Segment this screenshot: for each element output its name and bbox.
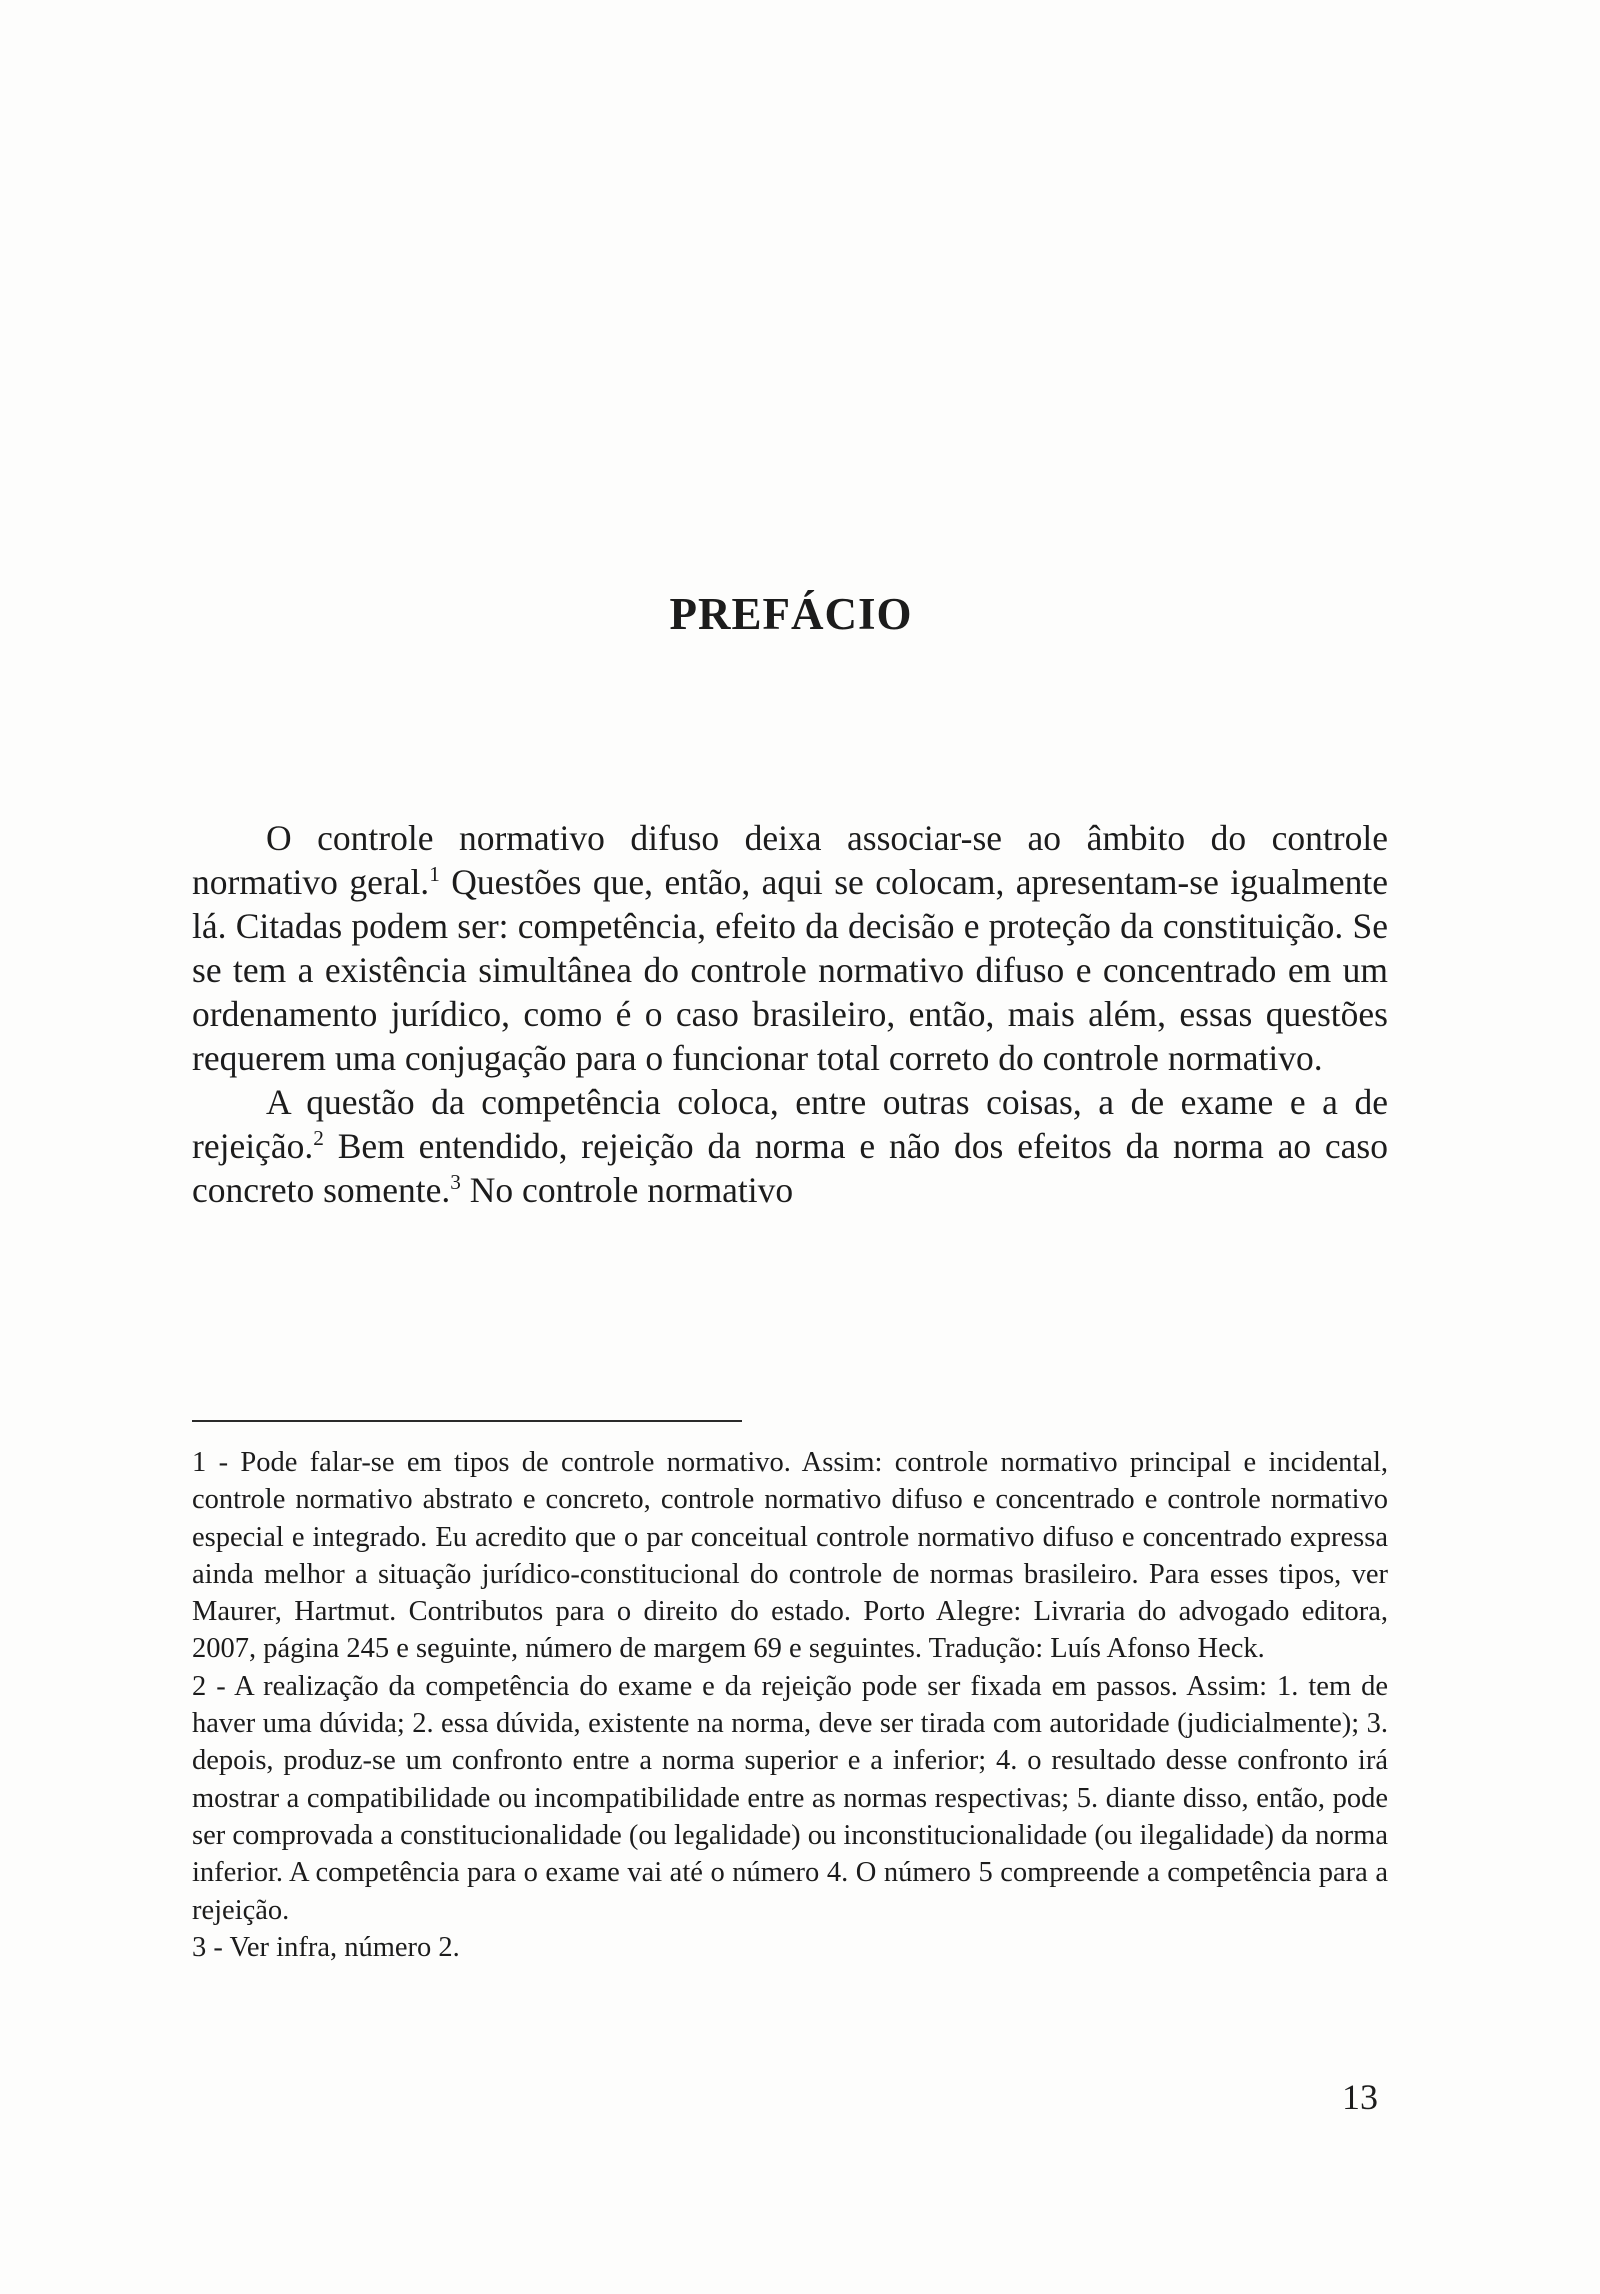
footnote-separator — [192, 1420, 742, 1422]
chapter-title: PREFÁCIO — [669, 589, 913, 640]
paragraph-1-text-b: Questões que, então, aqui se colocam, apresentam-se igualmente lá. Citadas podem ser: competência, efeito da decisão e proteção da constituição. Se se tem a existência simultânea do controle normativo difuso e concentrado em um ordenamento jurídico, como é o caso brasileiro, então, mais além, essas questões requerem uma conjugação para o funcionar total correto do controle normativo. — [192, 862, 1388, 1078]
footnote-2: 2 - A realização da competência do exame e da rejeição pode ser fixada em passos. Assim: 1. tem de haver uma dúvida; 2. essa dúvida, existente na norma, deve ser tirada com autoridade (judicialmente); 3. depois, produz-se um confronto entre a norma superior e a inferior; 4. o resultado desse confronto irá mostrar a compatibilidade ou incompatibilidade entre as normas respectivas; 5. diante disso, então, pode ser comprovada a constitucionalidade (ou legalidade) ou inconstitucionalidade (ou ilegalidade) da norma inferior. A competência para o exame vai até o número 4. O número 5 compreende a competência para a rejeição. — [192, 1670, 1388, 1926]
footnote-ref-1: 1 — [429, 862, 440, 887]
footnotes — [192, 1444, 1388, 1966]
paragraph-2-text-a: A questão da competência coloca, entre outras coisas, a de exame e a de rejeição. — [192, 1082, 1388, 1166]
page-number: 13 — [1342, 2077, 1378, 2117]
footnote-ref-2: 2 — [313, 1126, 324, 1151]
footnote-1: 1 - Pode falar-se em tipos de controle normativo. Assim: controle normativo principal e incidental, controle normativo abstrato e concreto, controle normativo difuso e concentrado e controle normativo especial e integrado. Eu acredito que o par conceitual controle normativo difuso e concentrado expressa ainda melhor a situação jurídico-constitucional do controle de normas brasileiro. Para esses tipos, ver Maurer, Hartmut. Contributos para o direito do estado. Porto Alegre: Livraria do advogado editora, 2007, página 245 e seguinte, número de margem 69 e seguintes. Tradução: Luís Afonso Heck. — [192, 1447, 1388, 1665]
footnote-3: 3 - Ver infra, número 2. — [192, 1931, 460, 1963]
paragraph-1 — [192, 816, 1388, 1080]
body-text — [192, 816, 1388, 1212]
paragraph-2 — [192, 1080, 1388, 1212]
paragraph-2-text-c: No controle normativo — [460, 1170, 794, 1210]
paragraph-2-text-b: Bem entendido, rejeição da norma e não dos efeitos da norma ao caso concreto somente. — [192, 1126, 1388, 1210]
footnote-ref-3: 3 — [450, 1170, 461, 1195]
paragraph-1-text-a: O controle normativo difuso deixa associar-se ao âmbito do controle normativo geral. — [192, 818, 1388, 902]
